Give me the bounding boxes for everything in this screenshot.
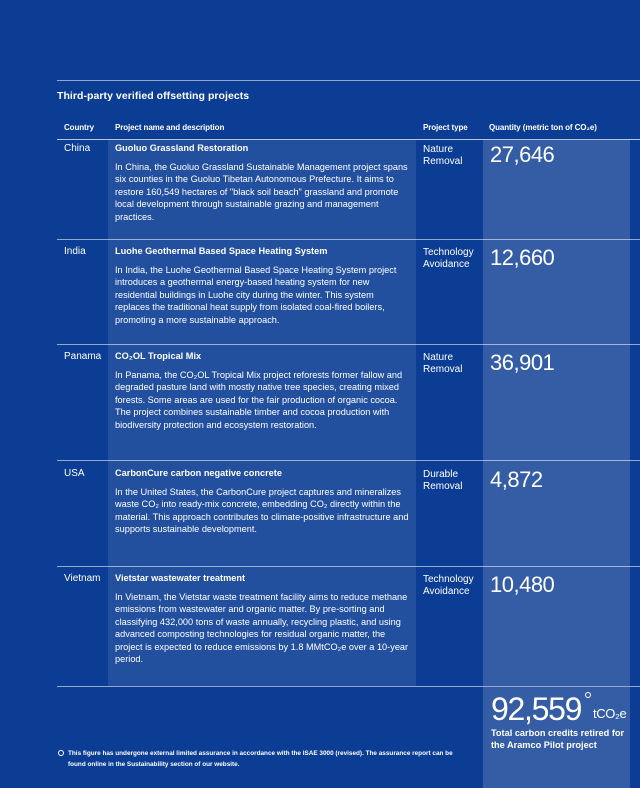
row-project-type: Durable Removal [423,469,463,492]
row-project-name: Vietstar wastewater treatment [115,573,246,583]
table-row-usa [57,465,640,564]
row-country: Panama [64,351,102,362]
total-value: 92,559 [491,691,582,727]
row-project-name: Luohe Geothermal Based Space Heating System [115,246,328,256]
row-country: Vietnam [64,573,101,584]
row-divider [57,566,640,567]
top-divider [57,80,640,81]
table-row-panama [57,348,640,458]
row-project-type: Technology Avoidance [423,574,474,597]
header-quantity: Quantity (metric ton of CO₂e) [489,123,597,132]
row-project-description: In China, the Guoluo Grassland Sustainable Management project spans six counties in the Guoluo Tibetan Autonomous Prefecture. It aims to restore 160,549 hectares of "black soil beach" grassland and promote local development through sustainable grazing and management practices. [115,162,408,222]
row-country: India [64,246,86,257]
row-quantity: 12,660 [490,245,555,270]
row-country: USA [64,468,85,479]
row-project-type: Technology Avoidance [423,247,474,270]
row-quantity: 36,901 [490,350,555,375]
row-project-description: In Vietnam, the Vietstar waste treatment facility aims to reduce methane emissions from wastewater and organic matter. By pre-sorting and classifying 432,000 tons of waste annually, recycling plastic, and using advanced composting technologies for residual organic matter, the project is expected to reduce emissions by 1.8 MMtCO₂e over a 10-year period. [115,592,409,665]
header-type: Project type [423,123,468,132]
total-unit: tCO₂e [593,706,627,721]
row-quantity: 10,480 [490,572,555,597]
row-divider [57,460,640,461]
row-project-name: Guoluo Grassland Restoration [115,143,249,153]
row-project-name: CO₂OL Tropical Mix [115,351,202,361]
footnote: This figure has undergone external limited assurance in accordance with the ISAE 3000 (revised). The assurance report can be found online in the Sustainability section of our website. [68,750,453,768]
row-divider [57,239,640,240]
footnote-circle-icon [58,750,64,756]
table-title: Third-party verified offsetting projects [57,90,250,102]
table-row-india [57,243,640,342]
row-project-description: In Panama, the CO₂OL Tropical Mix project reforests former fallow and degraded pasture land with mostly native tree species, creating mixed forests. Some areas are used for the fair production of organic cocoa. The project combines sustainable timber and cocoa production with biodiversity protection and ecosystem restoration. [115,370,403,430]
row-project-name: CarbonCure carbon negative concrete [115,468,282,478]
total-block [483,687,630,788]
table-row-vietnam [57,570,640,682]
row-project-type: Nature Removal [423,144,463,167]
row-country: China [64,143,91,154]
assurance-circle-icon [585,692,591,698]
row-quantity: 4,872 [490,467,543,492]
row-project-description: In the United States, the CarbonCure project captures and mineralizes waste CO₂ into ready-mix concrete, embedding CO₂ directly within the material. This approach contributes to climate-positive infrastructure and supports sustainable development. [115,487,409,535]
row-quantity: 27,646 [490,142,555,167]
header-country: Country [64,123,94,132]
row-project-description: In India, the Luohe Geothermal Based Space Heating System project introduces a geothermal energy-based heating system for new residential buildings in Luohe city during the winter. This system replaces the traditional heat supply from isolated coal-fired boilers, promoting a more sustainable approach. [115,265,397,325]
header-project: Project name and description [115,123,225,132]
table-row-china [57,140,640,239]
row-divider [57,344,640,345]
total-caption: Total carbon credits retired for the Aramco Pilot project [491,728,625,750]
row-project-type: Nature Removal [423,352,463,375]
